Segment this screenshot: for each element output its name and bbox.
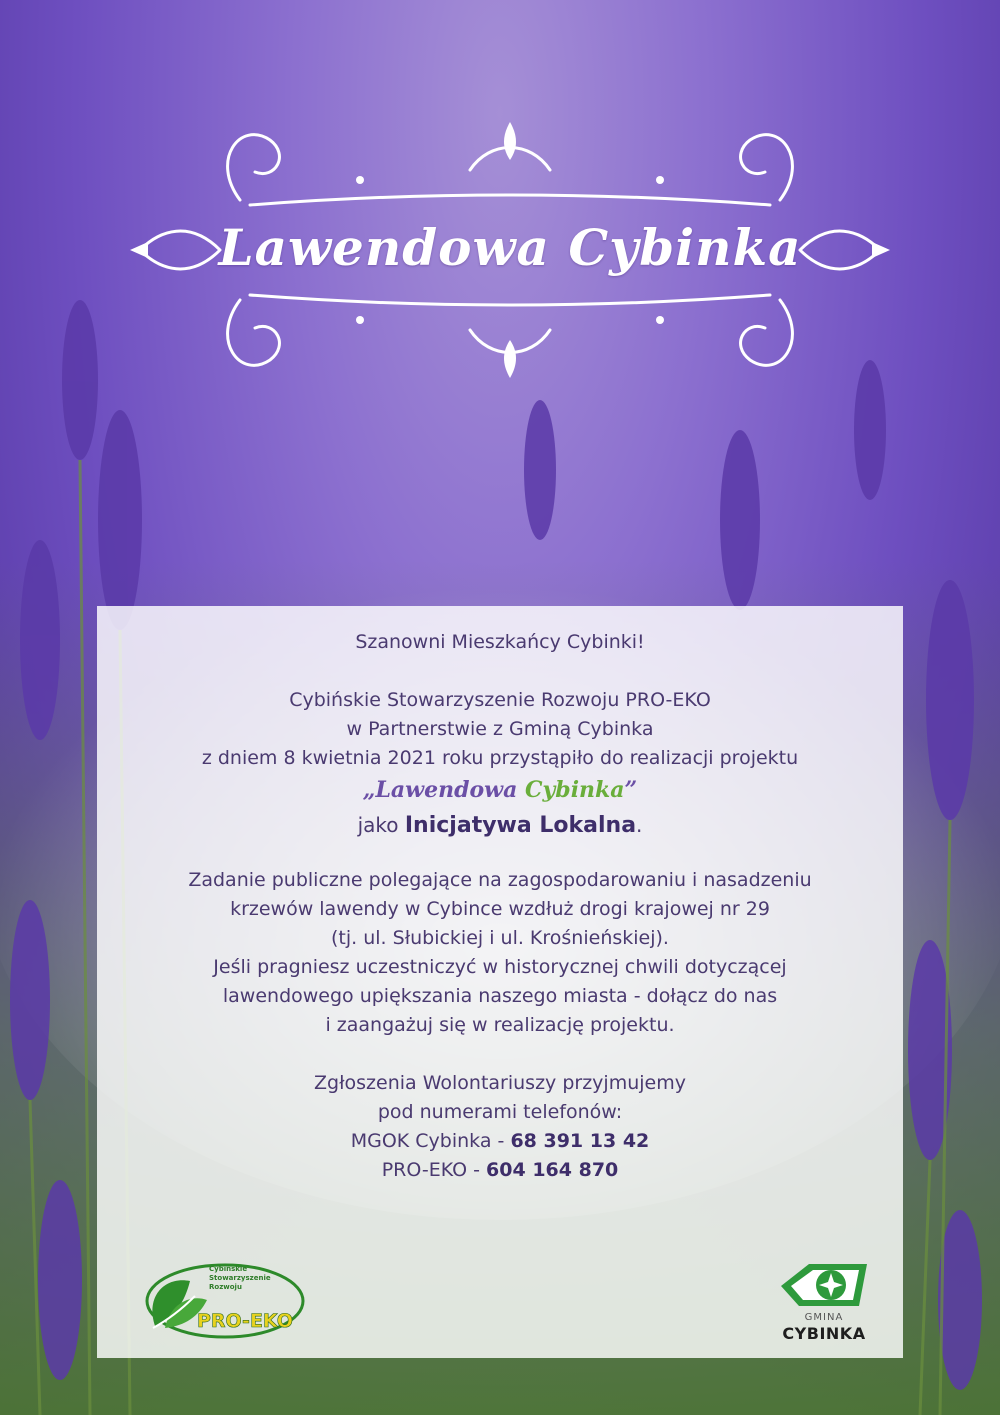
- project-name-part2: Cybinka: [525, 777, 625, 803]
- project-name-part1: Lawendowa: [375, 777, 526, 803]
- task-line: krzewów lawendy w Cybince wzdłuż drogi krajowej nr 29: [230, 898, 770, 920]
- phone-number: 68 391 13 42: [510, 1130, 650, 1152]
- quote-close: ”: [624, 777, 638, 803]
- logo-line: Rozwoju: [209, 1283, 242, 1291]
- initiative-suffix: .: [636, 813, 643, 837]
- phone-number: 604 164 870: [486, 1159, 619, 1181]
- pro-eko-logo: [135, 1256, 305, 1346]
- initiative-prefix: jako: [357, 813, 405, 837]
- page-title: Lawendowa Cybinka: [218, 218, 802, 277]
- quote-open: „: [362, 777, 376, 803]
- task-line: Zadanie publiczne polegające na zagospodarowaniu i nasadzeniu: [188, 869, 812, 891]
- logo-line: Stowarzyszenie: [209, 1274, 271, 1282]
- logo-right-line1: GMINA: [804, 1312, 844, 1323]
- project-name: [97, 773, 903, 807]
- announcement-card: [97, 606, 903, 1358]
- phone-label: PRO-EKO -: [381, 1159, 487, 1181]
- task-line: (tj. ul. Słubickiej i ul. Krośnieńskiej).: [331, 927, 669, 949]
- intro-line: w Partnerstwie z Gminą Cybinka: [346, 718, 654, 740]
- contact-line: pod numerami telefonów:: [377, 1101, 623, 1123]
- phone-proeko: [97, 1156, 903, 1185]
- contact-line: Zgłoszenia Wolontariuszy przyjmujemy: [314, 1072, 686, 1094]
- greeting: Szanowni Mieszkańcy Cybinki!: [355, 631, 645, 653]
- intro-line: Cybińskie Stowarzyszenie Rozwoju PRO-EKO: [289, 689, 711, 711]
- task-line: lawendowego upiększania naszego miasta - dołącz do nas: [222, 985, 778, 1007]
- logo-left-name: PRO-EKO: [197, 1310, 293, 1332]
- initiative-line: [97, 807, 903, 844]
- gmina-cybinka-logo: [769, 1256, 879, 1346]
- intro-line: z dniem 8 kwietnia 2021 roku przystąpiło do realizacji projektu: [201, 747, 799, 769]
- phone-mgok: [97, 1127, 903, 1156]
- phone-label: MGOK Cybinka -: [350, 1130, 511, 1152]
- task-line: i zaangażuj się w realizację projektu.: [325, 1014, 675, 1036]
- task-line: Jeśli pragniesz uczestniczyć w historycznej chwili dotyczącej: [213, 956, 787, 978]
- cross-emblem-icon: [769, 1256, 879, 1314]
- logo-line: Cybińskie: [209, 1265, 248, 1273]
- initiative-name: Inicjatywa Lokalna: [404, 813, 637, 838]
- logo-left-lines: [209, 1265, 271, 1292]
- announcement-text: [97, 628, 903, 1185]
- ornamental-title-frame: [130, 100, 890, 400]
- logo-right-line2: CYBINKA: [782, 1324, 866, 1343]
